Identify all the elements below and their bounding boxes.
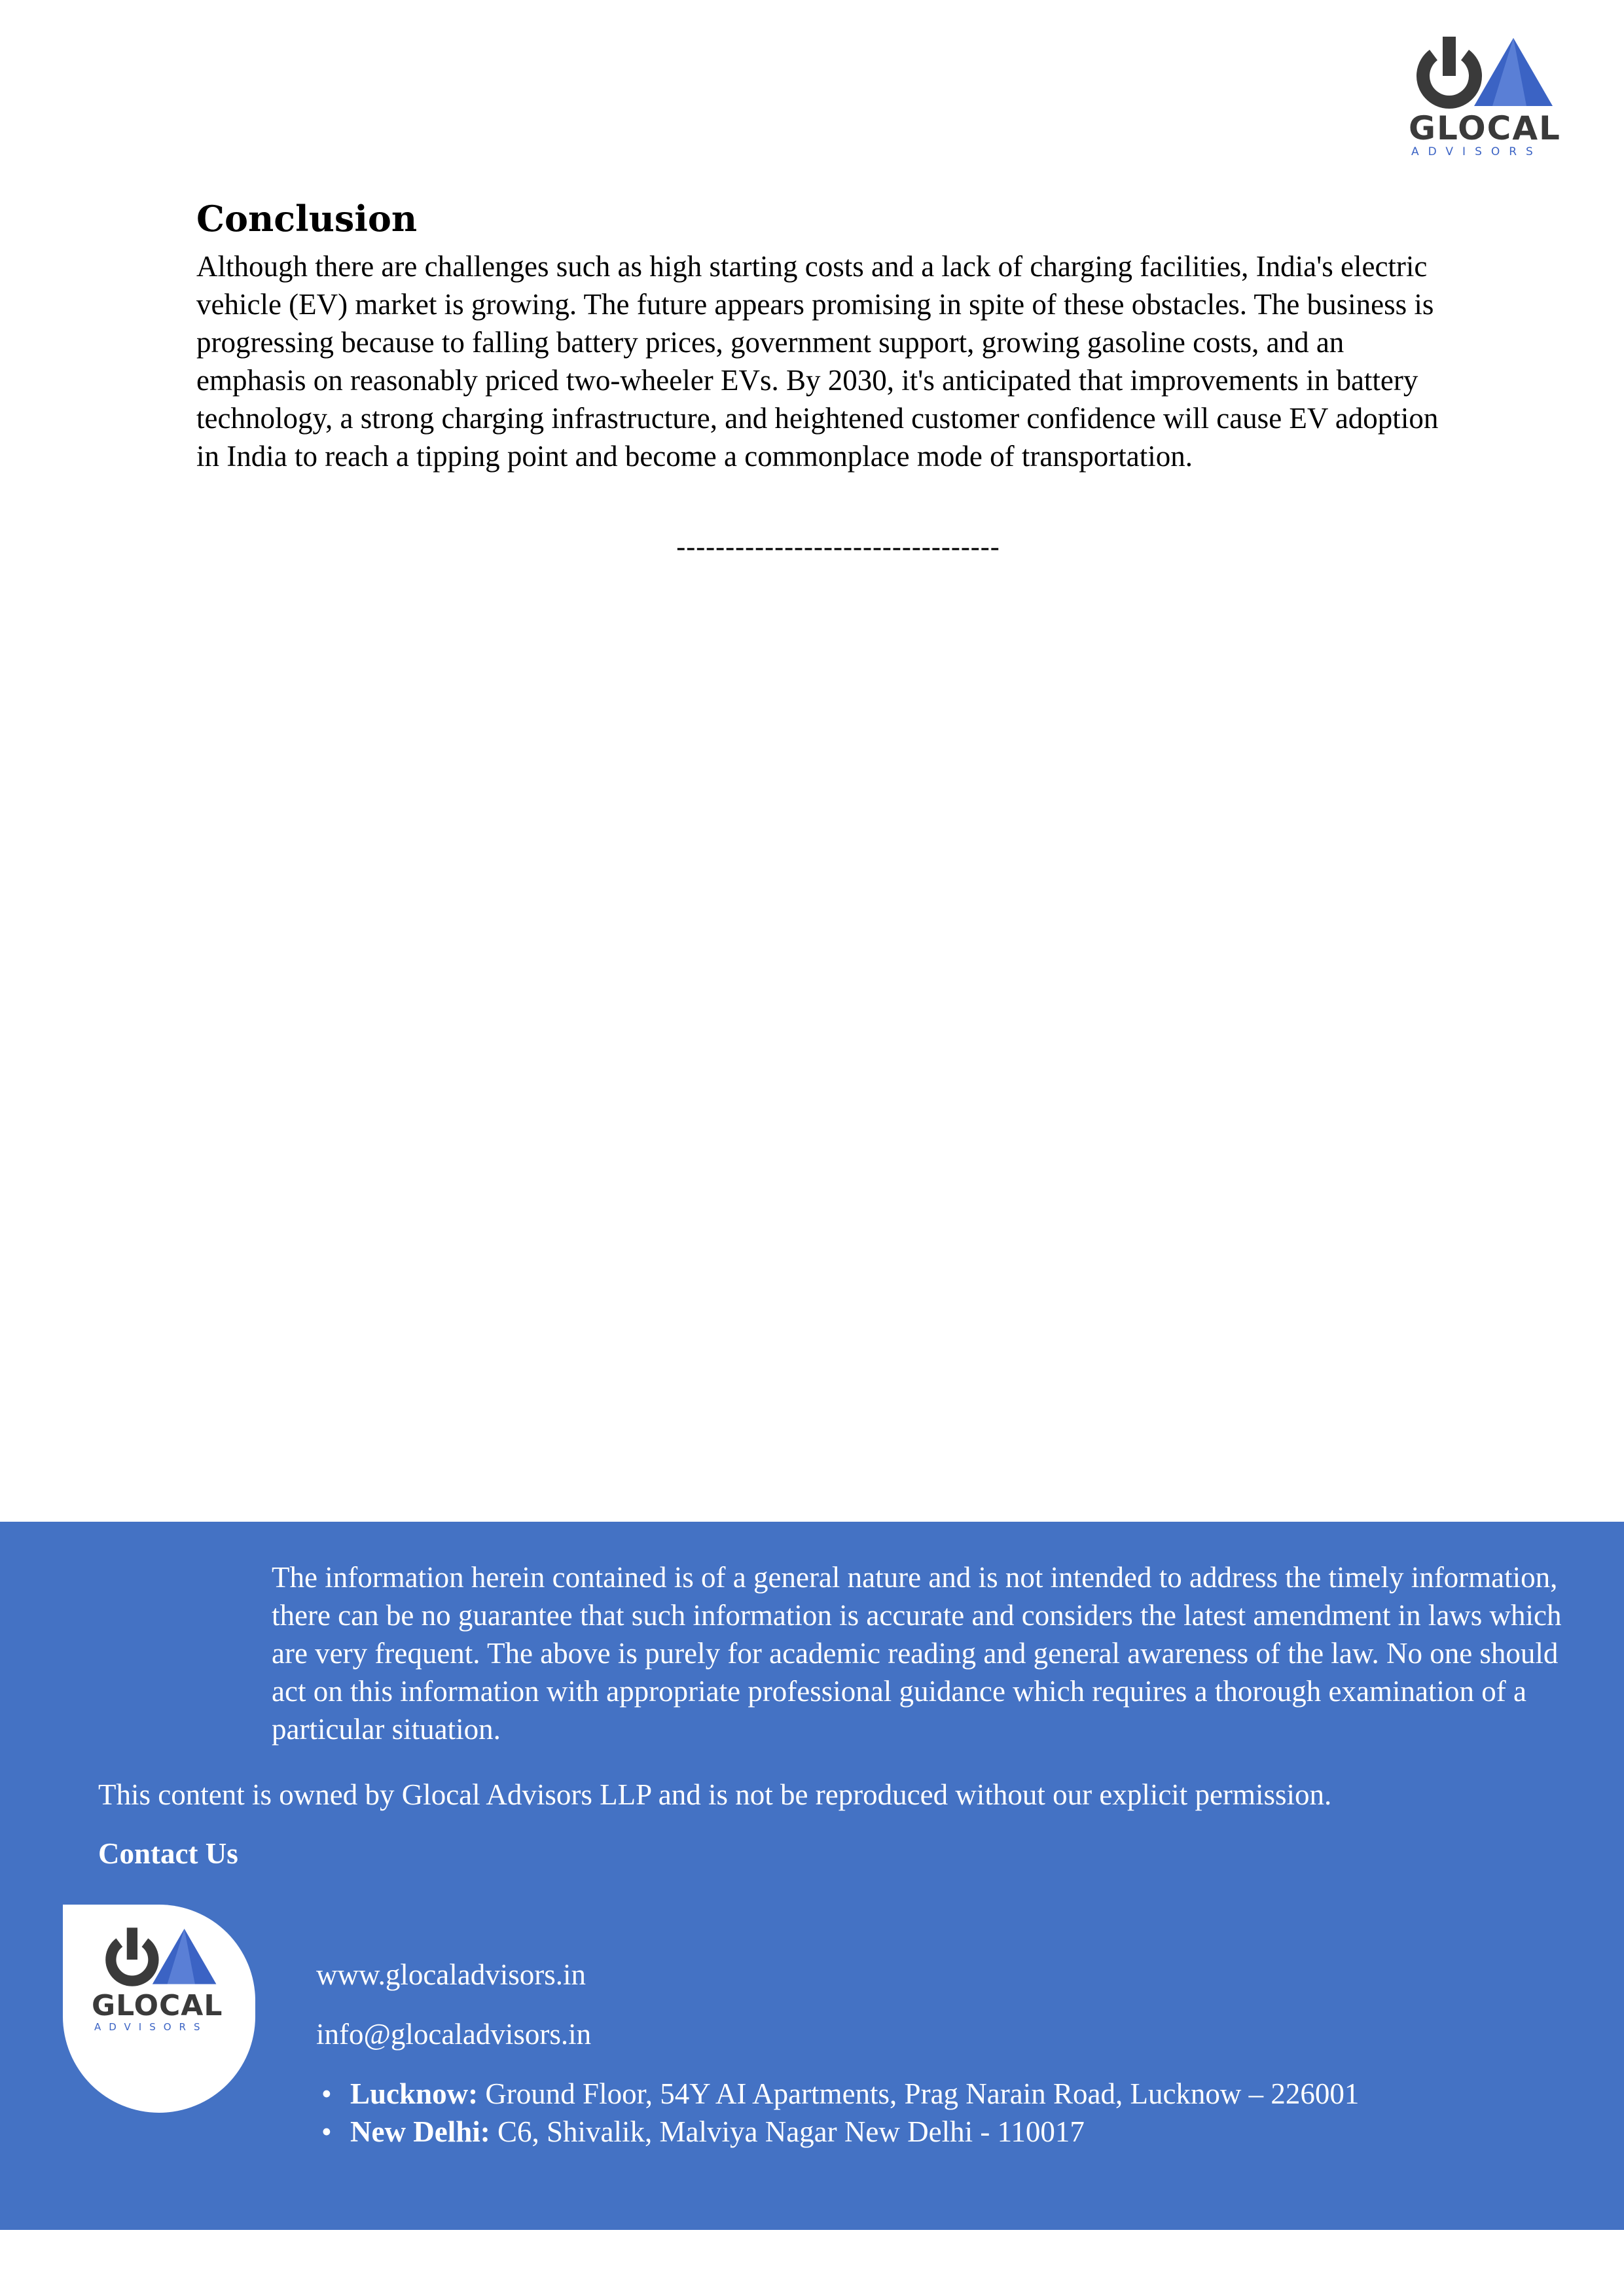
- email-link[interactable]: info@glocaladvisors.in: [316, 2018, 592, 2051]
- conclusion-heading: Conclusion: [196, 198, 418, 240]
- logo-mark-icon: [1409, 34, 1559, 111]
- conclusion-section: [196, 195, 1440, 475]
- ownership-notice: This content is owned by Glocal Advisors LLP and is not be reproduced without our explicit permission.: [98, 1778, 1332, 1811]
- website-link[interactable]: www.glocaladvisors.in: [316, 1958, 586, 1991]
- address-text: C6, Shivalik, Malviya Nagar New Delhi - 110017: [490, 2115, 1085, 2148]
- footer-logo-wordmark: GLOCAL: [92, 1989, 223, 2022]
- contact-heading: Contact Us: [98, 1837, 238, 1870]
- address-item-lucknow: [316, 2075, 1359, 2113]
- logo-subtitle: ADVISORS: [1411, 145, 1542, 158]
- section-divider: ---------------------------------: [676, 532, 1000, 562]
- disclaimer-text: The information herein contained is of a general nature and is not intended to address the timely information, there can be no guarantee that such information is accurate and considers the latest amendment in laws which are very frequent. The above is purely for academic reading and general awareness of the law. No one should act on this information with appropriate professional guidance which requires a thorough examination of a particular situation.: [272, 1561, 1562, 1746]
- address-city: New Delhi:: [350, 2115, 490, 2148]
- glocal-logo: [1409, 34, 1559, 165]
- conclusion-body: Although there are challenges such as high starting costs and a lack of charging facilities, India's electric vehicle (EV) market is growing. The future appears promising in spite of these obstacles. The business is progressing because to falling battery prices, government support, growing gasoline costs, and an emphasis on reasonably priced two-wheeler EVs. By 2030, it's anticipated that improvements in battery technology, a strong charging infrastructure, and heightened customer confidence will cause EV adoption in India to reach a tipping point and become a commonplace mode of transportation.: [196, 250, 1439, 473]
- bullet-icon: •: [321, 2115, 332, 2148]
- bullet-icon: •: [321, 2077, 332, 2110]
- office-address-list: [316, 2075, 1359, 2151]
- address-city: Lucknow:: [350, 2077, 478, 2110]
- footer-band: [0, 1522, 1624, 2230]
- address-item-new-delhi: [316, 2113, 1359, 2151]
- footer-logo-subtitle: ADVISORS: [94, 2021, 208, 2033]
- footer-logo: [63, 1905, 255, 2113]
- address-text: Ground Floor, 54Y AI Apartments, Prag Narain Road, Lucknow – 226001: [478, 2077, 1360, 2110]
- logo-wordmark: GLOCAL: [1409, 109, 1561, 147]
- footer-logo-mark-icon: [92, 1926, 229, 1988]
